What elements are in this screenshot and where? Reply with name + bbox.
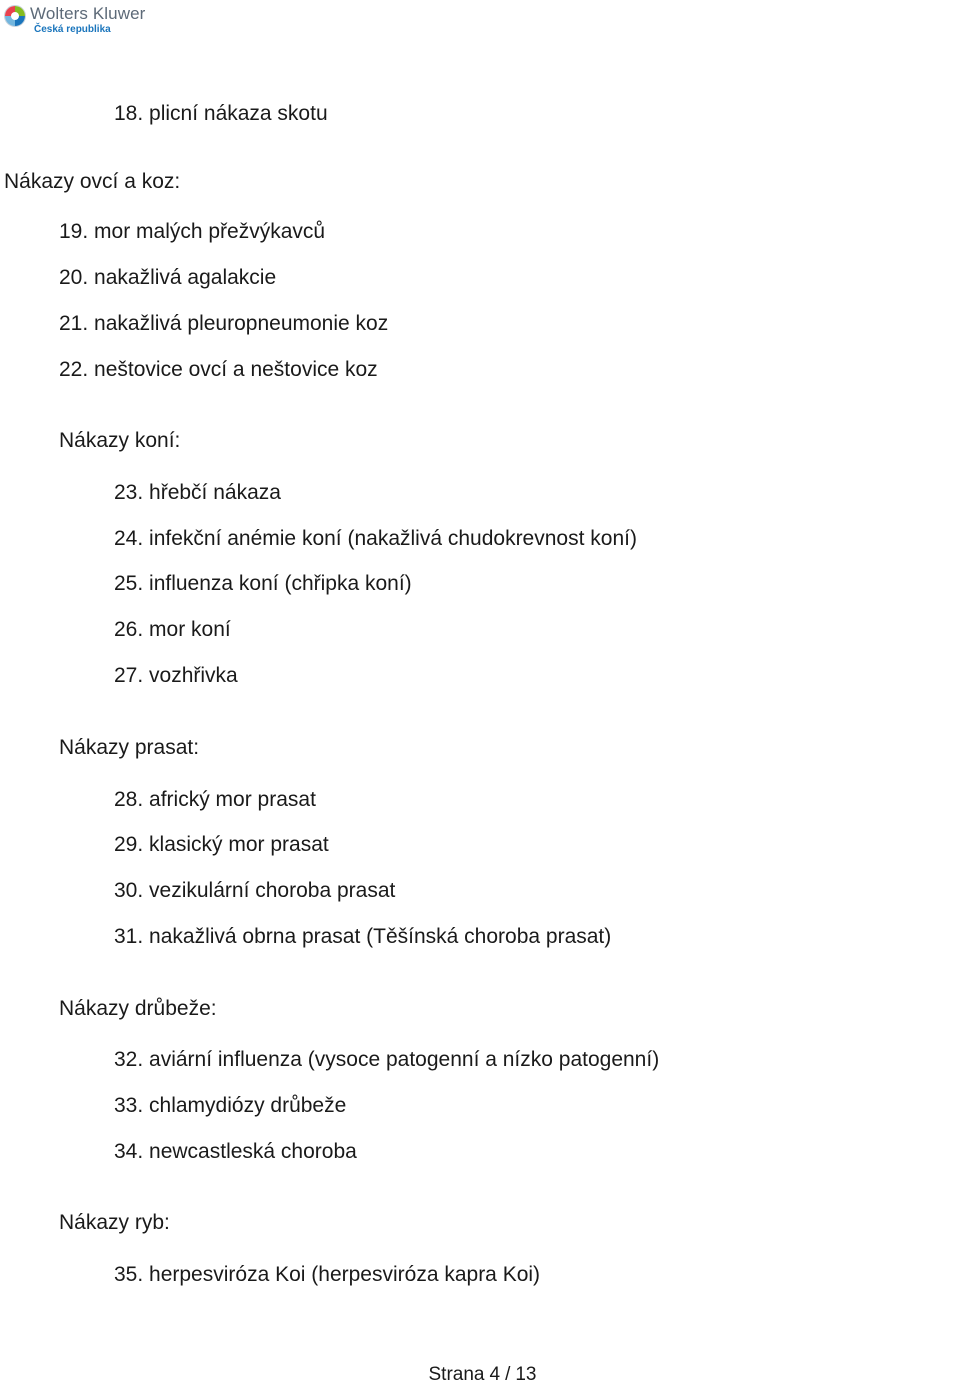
list-item: 34. newcastleská choroba bbox=[114, 1140, 357, 1163]
list-item: 29. klasický mor prasat bbox=[114, 833, 329, 856]
list-item: 33. chlamydiózy drůbeže bbox=[114, 1094, 347, 1117]
list-item: 26. mor koní bbox=[114, 618, 231, 641]
logo-subtitle: Česká republika bbox=[34, 24, 111, 35]
section-heading: Nákazy ovcí a koz: bbox=[4, 170, 181, 193]
section-heading: Nákazy drůbeže: bbox=[59, 997, 217, 1020]
list-item: 18. plicní nákaza skotu bbox=[114, 102, 328, 125]
list-item: 21. nakažlivá pleuropneumonie koz bbox=[59, 312, 389, 335]
section-heading: Nákazy koní: bbox=[59, 429, 181, 452]
page-label: Strana bbox=[428, 1364, 485, 1385]
publisher-logo bbox=[4, 3, 154, 39]
list-item: 28. africký mor prasat bbox=[114, 788, 316, 811]
page-number bbox=[0, 1364, 960, 1386]
section-heading: Nákazy prasat: bbox=[59, 736, 200, 759]
list-item: 22. neštovice ovcí a neštovice koz bbox=[59, 358, 378, 381]
section-heading: Nákazy ryb: bbox=[59, 1211, 170, 1234]
list-item: 23. hřebčí nákaza bbox=[114, 481, 281, 504]
list-item: 31. nakažlivá obrna prasat (Těšínská choroba prasat) bbox=[114, 925, 612, 948]
list-item: 32. aviární influenza (vysoce patogenní a nízko patogenní) bbox=[114, 1048, 660, 1071]
list-item: 20. nakažlivá agalakcie bbox=[59, 266, 277, 289]
page-separator: / bbox=[505, 1364, 511, 1385]
list-item: 19. mor malých přežvýkavců bbox=[59, 220, 326, 243]
page-total: 13 bbox=[515, 1364, 537, 1385]
page-current: 4 bbox=[489, 1364, 501, 1385]
wolters-kluwer-globe-icon bbox=[4, 5, 26, 27]
logo-name: Wolters Kluwer bbox=[30, 4, 146, 23]
list-item: 27. vozhřivka bbox=[114, 664, 238, 687]
list-item: 24. infekční anémie koní (nakažlivá chudokrevnost koní) bbox=[114, 527, 637, 550]
list-item: 25. influenza koní (chřipka koní) bbox=[114, 572, 412, 595]
list-item: 35. herpesviróza Koi (herpesviróza kapra Koi) bbox=[114, 1263, 541, 1286]
list-item: 30. vezikulární choroba prasat bbox=[114, 879, 396, 902]
